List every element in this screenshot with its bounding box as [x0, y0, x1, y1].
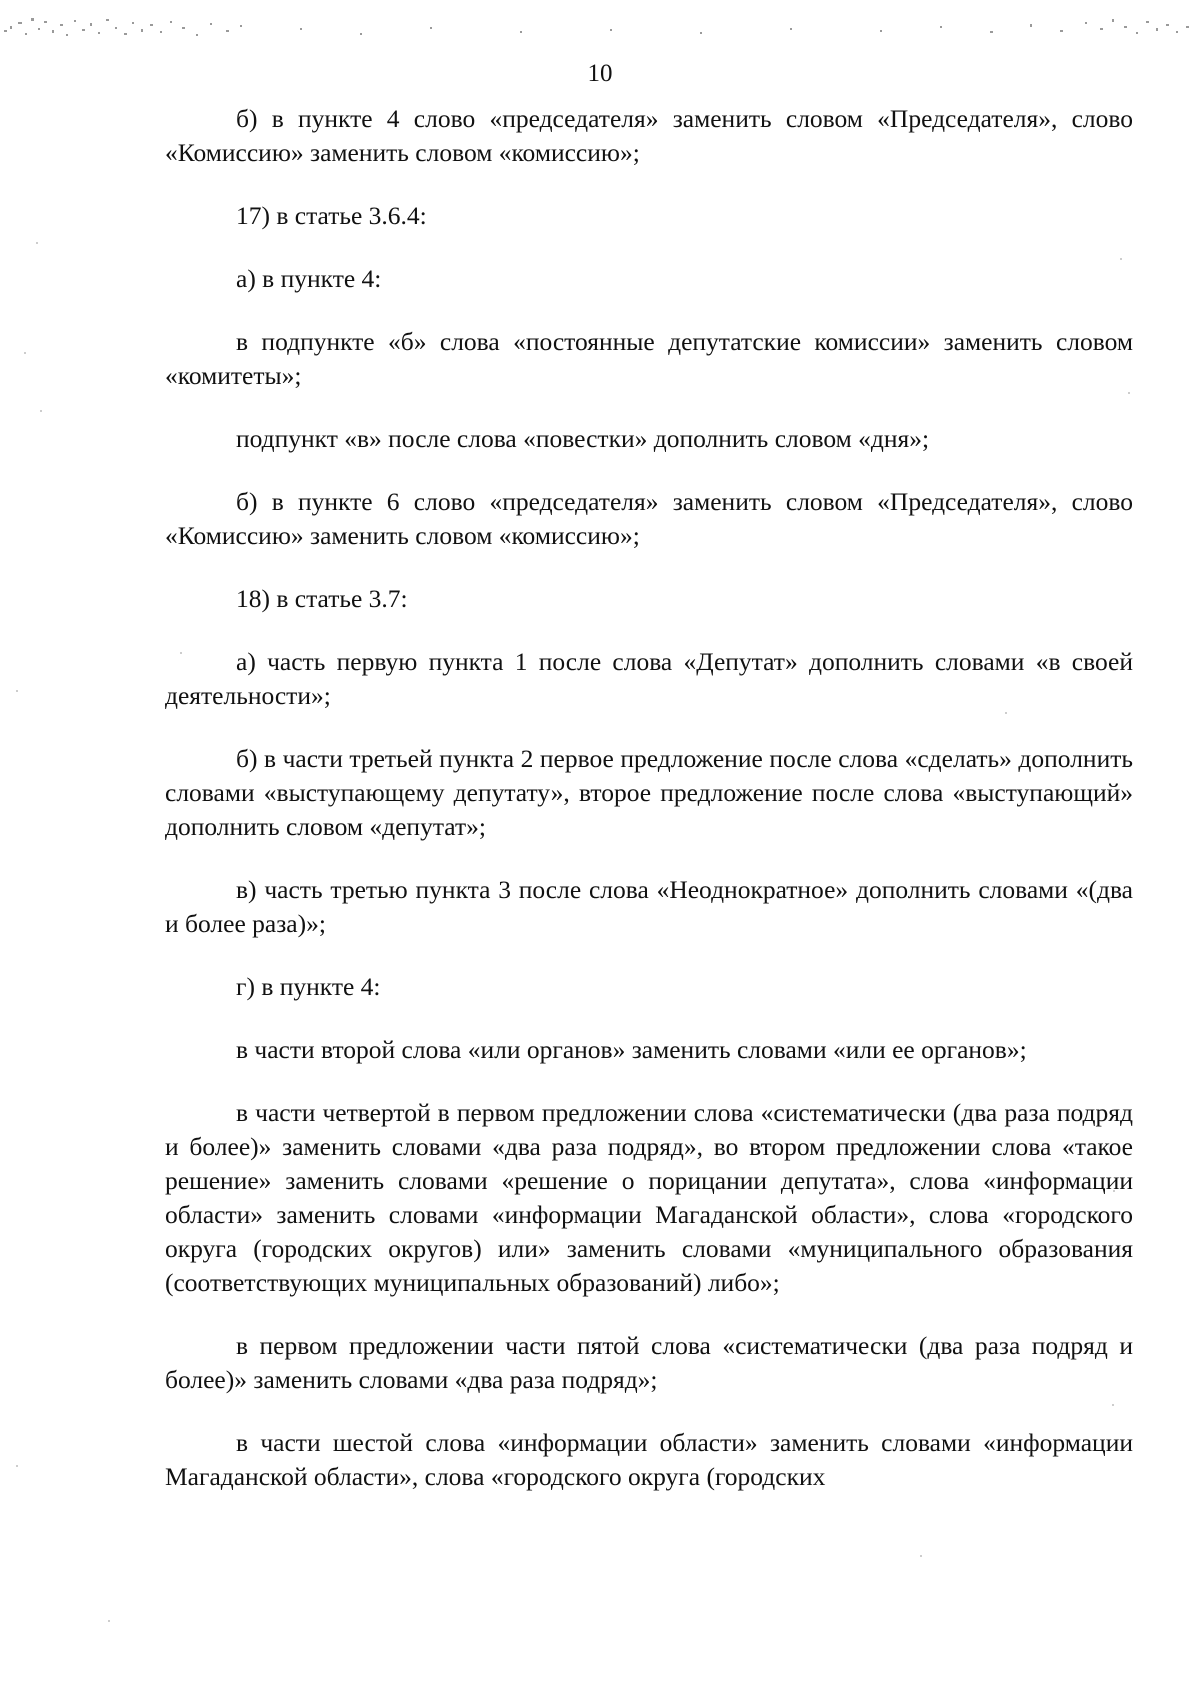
paragraph: в части четвертой в первом предложении слова «систематически (два раза подряд и более)» заменить словами «два раза подряд», во втором предложении слова «такое решение» заменить словами «решение о порицании депутата», слова «информации области» заменить словами «информации Магаданской области», слова «городского округа (городских округов) или» заменить словами «муниципального образования (соответствующих муниципальных образований) либо»;: [165, 1098, 1133, 1297]
paragraph: а) часть первую пункта 1 после слова «Депутат» дополнить словами «в своей деятельности»;: [165, 647, 1133, 710]
page-number: 10: [587, 60, 613, 87]
article-heading: 17) в статье 3.6.4:: [236, 201, 427, 230]
paragraph: подпункт «в» после слова «повестки» дополнить словом «дня»;: [236, 424, 930, 453]
item-heading: г) в пункте 4:: [236, 972, 381, 1001]
paragraph: б) в пункте 6 слово «председателя» заменить словом «Председателя», слово «Комиссию» заменить словом «комиссию»;: [165, 487, 1133, 550]
paragraph: б) в части третьей пункта 2 первое предложение после слова «сделать» дополнить словами «выступающему депутату», второе предложение после слова «выступающий» дополнить словом «депутат»;: [165, 744, 1133, 841]
item-heading: а) в пункте 4:: [236, 264, 382, 293]
scan-noise-strip: [0, 0, 1200, 60]
document-body: [165, 102, 1133, 1494]
paragraph: в части шестой слова «информации области» заменить словами «информации Магаданской области», слова «городского округа (городских: [165, 1428, 1133, 1491]
paragraph: в части второй слова «или органов» заменить словами «или ее органов»;: [236, 1035, 1027, 1064]
paragraph: в подпункте «б» слова «постоянные депутатские комиссии» заменить словом «комитеты»;: [165, 327, 1133, 390]
paragraph: в) часть третью пункта 3 после слова «Неоднократное» дополнить словами «(два и более раза)»;: [165, 875, 1133, 938]
article-heading: 18) в статье 3.7:: [236, 584, 408, 613]
paragraph: в первом предложении части пятой слова «систематически (два раза подряд и более)» заменить словами «два раза подряд»;: [165, 1331, 1133, 1394]
paragraph: б) в пункте 4 слово «председателя» заменить словом «Председателя», слово «Комиссию» заменить словом «комиссию»;: [165, 104, 1133, 167]
